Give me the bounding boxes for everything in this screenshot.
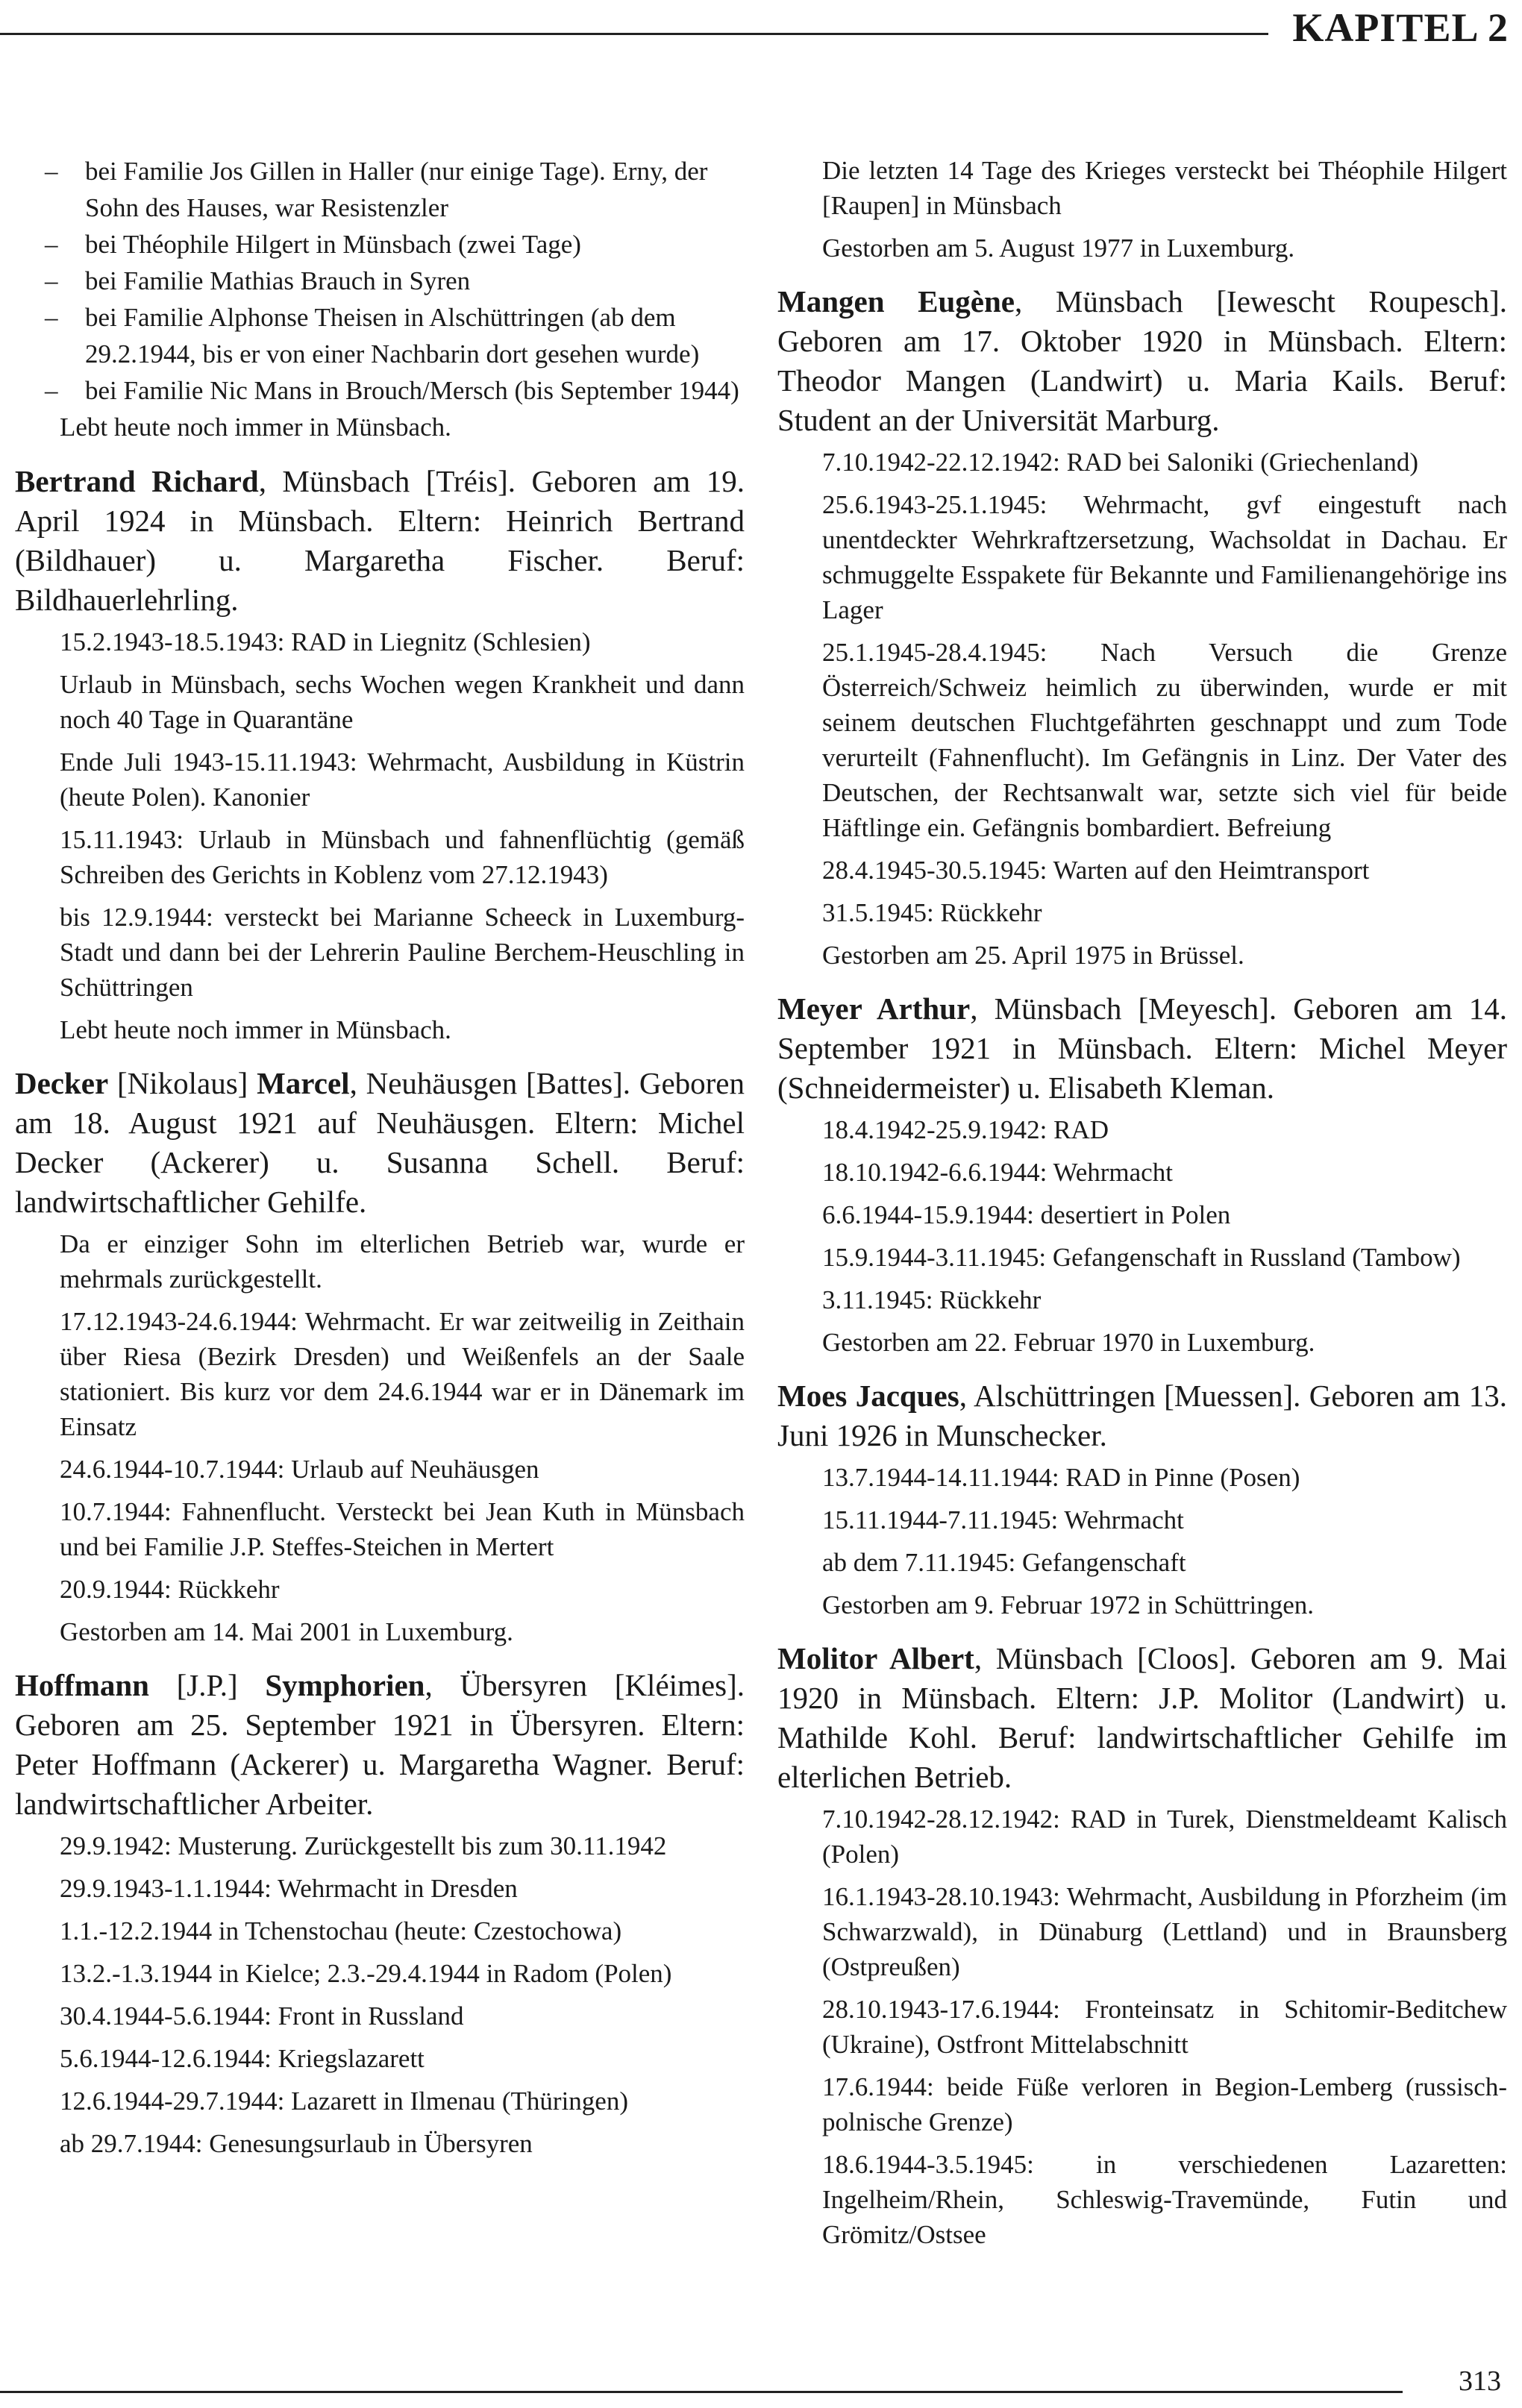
footer-rule: [0, 2391, 1403, 2393]
entry-heading: [15, 1064, 745, 1222]
entry-name-middle: [Nikolaus]: [108, 1066, 257, 1100]
entry-item: 18.10.1942-6.6.1944: Wehrmacht: [822, 1158, 1173, 1187]
entry-item: Gestorben am 9. Februar 1972 in Schüttringen.: [822, 1590, 1315, 1620]
entry-name: Decker: [15, 1066, 109, 1100]
entry-item: Urlaub in Münsbach, sechs Wochen wegen Krankheit und dann noch 40 Tage in Quarantäne: [60, 670, 745, 734]
intro-list: [15, 153, 745, 445]
entry-item: bis 12.9.1944: versteckt bei Marianne Scheeck in Luxemburg-Stadt und dann bei der Lehrerin Pauline Berchem-Heuschling in Schüttringen: [60, 903, 745, 1002]
entry-first-name: Marcel: [257, 1066, 350, 1100]
entry-item: 10.7.1944: Fahnenflucht. Versteckt bei Jean Kuth in Münsbach und bei Familie J.P. Steffes-Steichen in Mertert: [60, 1497, 745, 1561]
entry-item: Gestorben am 5. August 1977 in Luxemburg.: [822, 233, 1295, 263]
entry-item: 13.2.-1.3.1944 in Kielce; 2.3.-29.4.1944 in Radom (Polen): [60, 1959, 672, 1988]
entry-item: 24.6.1944-10.7.1944: Urlaub auf Neuhäusgen: [60, 1455, 539, 1484]
entry-item: 18.4.1942-25.9.1942: RAD: [822, 1115, 1109, 1144]
entry-item: 31.5.1945: Rückkehr: [822, 898, 1042, 927]
entry-item: 3.11.1945: Rückkehr: [822, 1285, 1042, 1314]
entry-name: Mangen Eugène: [777, 284, 1015, 319]
biography-entry: [777, 282, 1507, 973]
biography-entry: [777, 989, 1507, 1360]
entry-first-name: Symphorien: [265, 1668, 425, 1702]
header-rule: [0, 33, 1268, 35]
entry-heading: [777, 1639, 1507, 1797]
entry-details: , Münsbach [Tréis]. Geboren am 19. April 1924 in Münsbach. Eltern: Heinrich Bertrand (Bildhauer) u. Margaretha Fischer. Beruf: Bildhauerlehrling.: [15, 464, 745, 617]
entry-heading: [15, 462, 745, 620]
entry-heading: [777, 282, 1507, 440]
entry-item: 17.12.1943-24.6.1944: Wehrmacht. Er war zeitweilig in Zeithain über Riesa (Bezirk Dresden) und Weißenfels an der Saale stationiert. Bis kurz vor dem 24.6.1944 war er in Dänemark im Einsatz: [60, 1307, 745, 1441]
entry-item: 15.9.1944-3.11.1945: Gefangenschaft in Russland (Tambow): [822, 1243, 1461, 1272]
list-item: – bei Familie Mathias Brauch in Syren: [45, 263, 745, 299]
entry-item: 15.2.1943-18.5.1943: RAD in Liegnitz (Schlesien): [60, 627, 591, 656]
entry-details: , Münsbach [Iewescht Roupesch]. Geboren am 17. Oktober 1920 in Münsbach. Eltern: Theodor Mangen (Landwirt) u. Maria Kails. Beruf: Student an der Universität Marburg.: [777, 284, 1507, 437]
entry-item: 15.11.1943: Urlaub in Münsbach und fahnenflüchtig (gemäß Schreiben des Gerichts in Koblenz vom 27.12.1943): [60, 825, 745, 889]
entry-name: Bertrand Richard: [15, 464, 259, 498]
entry-details: , Münsbach [Meyesch]. Geboren am 14. September 1921 in Münsbach. Eltern: Michel Meyer (Schneidermeister) u. Elisabeth Kleman.: [777, 991, 1507, 1105]
biography-entry: [777, 1639, 1507, 2252]
entry-name: Moes Jacques: [777, 1379, 959, 1413]
list-item: – bei Familie Nic Mans in Brouch/Mersch (bis September 1944): [45, 372, 745, 409]
entry-item: 16.1.1943-28.10.1943: Wehrmacht, Ausbildung in Pforzheim (im Schwarzwald), in Dünaburg (Lettland) und in Braunsberg (Ostpreußen): [822, 1882, 1507, 1981]
entry-item: ab 29.7.1944: Genesungsurlaub in Übersyren: [60, 2129, 533, 2158]
entry-item: Gestorben am 22. Februar 1970 in Luxemburg.: [822, 1328, 1315, 1357]
entry-item: Lebt heute noch immer in Münsbach.: [60, 1015, 451, 1044]
entry-item: Ende Juli 1943-15.11.1943: Wehrmacht, Ausbildung in Küstrin (heute Polen). Kanonier: [60, 747, 745, 812]
biography-entry: [777, 1376, 1507, 1622]
entry-heading: [777, 1376, 1507, 1455]
entry-item: Gestorben am 14. Mai 2001 in Luxemburg.: [60, 1617, 513, 1646]
entry-item: ab dem 7.11.1945: Gefangenschaft: [822, 1548, 1186, 1577]
biography-entry: [15, 462, 745, 1047]
entry-item: 29.9.1943-1.1.1944: Wehrmacht in Dresden: [60, 1874, 518, 1903]
page-number: 313: [1459, 2365, 1501, 2397]
entry-item: 30.4.1944-5.6.1944: Front in Russland: [60, 2001, 464, 2031]
entry-item: 15.11.1944-7.11.1945: Wehrmacht: [822, 1505, 1184, 1534]
entry-details: , Neuhäusgen [Battes]. Geboren am 18. August 1921 auf Neuhäusgen. Eltern: Michel Decker (Ackerer) u. Susanna Schell. Beruf: landwirtschaftlicher Gehilfe.: [15, 1066, 745, 1219]
entry-item: 28.4.1945-30.5.1945: Warten auf den Heimtransport: [822, 856, 1370, 885]
entry-item: 20.9.1944: Rückkehr: [60, 1575, 280, 1604]
entry-item: 17.6.1944: beide Füße verloren in Begion-Lemberg (russisch-polnische Grenze): [822, 2072, 1507, 2136]
entry-heading: [15, 1666, 745, 1824]
biography-entry: [15, 1666, 745, 2161]
entry-name-middle: [J.P.]: [148, 1668, 266, 1702]
entry-item: 13.7.1944-14.11.1944: RAD in Pinne (Posen): [822, 1463, 1300, 1492]
entry-item: Die letzten 14 Tage des Krieges versteckt bei Théophile Hilgert [Raupen] in Münsbach: [822, 156, 1507, 220]
entry-item: Gestorben am 25. April 1975 in Brüssel.: [822, 941, 1244, 970]
entry-item: 29.9.1942: Musterung. Zurückgestellt bis zum 30.11.1942: [60, 1831, 667, 1860]
entry-item: 7.10.1942-22.12.1942: RAD bei Saloniki (Griechenland): [822, 448, 1419, 477]
list-item: – bei Familie Alphonse Theisen in Alschüttringen (ab dem 29.2.1944, bis er von einer Nachbarin dort gesehen wurde): [45, 299, 745, 372]
entry-item: Da er einziger Sohn im elterlichen Betrieb war, wurde er mehrmals zurückgestellt.: [60, 1229, 745, 1294]
entry-item: 18.6.1944-3.5.1945: in verschiedenen Lazaretten: Ingelheim/Rhein, Schleswig-Travemünde, Futin und Grömitz/Ostsee: [822, 2150, 1507, 2249]
carry-over: [777, 153, 1507, 266]
intro-tail: Lebt heute noch immer in Münsbach.: [60, 413, 451, 442]
entry-details: , Alschüttringen [Muessen]. Geboren am 13. Juni 1926 in Munschecker.: [777, 1379, 1508, 1452]
entry-details: , Übersyren [Kléimes]. Geboren am 25. September 1921 in Übersyren. Eltern: Peter Hoffmann (Ackerer) u. Margaretha Wagner. Beruf: landwirtschaftlicher Arbeiter.: [15, 1668, 745, 1821]
entry-item: 25.1.1945-28.4.1945: Nach Versuch die Grenze Österreich/Schweiz heimlich zu überwinden, wurde er mit seinem deutschen Fluchtgefährten geschnappt und zum Tode verurteilt (Fahnenflucht). Im Gefängnis in Linz. Der Vater des Deutschen, der Rechtsanwalt war, setzte sich viel für beide Häftlinge ein. Gefängnis bombardiert. Befreiung: [822, 638, 1507, 842]
chapter-heading: KAPITEL 2: [1292, 5, 1509, 50]
list-item: – bei Familie Jos Gillen in Haller (nur einige Tage). Erny, der Sohn des Hauses, war Resistenzler: [45, 153, 745, 226]
entry-heading: [777, 989, 1507, 1108]
entry-name: Meyer Arthur: [777, 991, 971, 1026]
entry-details: , Münsbach [Cloos]. Geboren am 9. Mai 1920 in Münsbach. Eltern: J.P. Molitor (Landwirt) u. Mathilde Kohl. Beruf: landwirtschaftlicher Gehilfe im elterlichen Betrieb.: [777, 1641, 1507, 1794]
entry-item: 28.10.1943-17.6.1944: Fronteinsatz in Schitomir-Beditchew (Ukraine), Ostfront Mittelabschnitt: [822, 1995, 1507, 2059]
entry-name: Hoffmann: [15, 1668, 149, 1702]
left-column: [15, 153, 745, 2161]
entry-item: 6.6.1944-15.9.1944: desertiert in Polen: [822, 1200, 1231, 1229]
entry-item: 7.10.1942-28.12.1942: RAD in Turek, Dienstmeldeamt Kalisch (Polen): [822, 1805, 1507, 1869]
list-item: – bei Théophile Hilgert in Münsbach (zwei Tage): [45, 226, 745, 263]
entry-item: 25.6.1943-25.1.1945: Wehrmacht, gvf eingestuft nach unentdeckter Wehrkraftzersetzung, Wachsoldat in Dachau. Er schmuggelte Esspakete für Bekannte und Familienangehörige ins Lager: [822, 490, 1507, 624]
entry-name: Molitor Albert: [777, 1641, 974, 1675]
entry-item: 5.6.1944-12.6.1944: Kriegslazarett: [60, 2044, 425, 2073]
right-column: [777, 153, 1507, 2252]
entry-item: 12.6.1944-29.7.1944: Lazarett in Ilmenau (Thüringen): [60, 2086, 629, 2116]
biography-entry: [15, 1064, 745, 1649]
entry-item: 1.1.-12.2.1944 in Tchenstochau (heute: Czestochowa): [60, 1916, 622, 1945]
